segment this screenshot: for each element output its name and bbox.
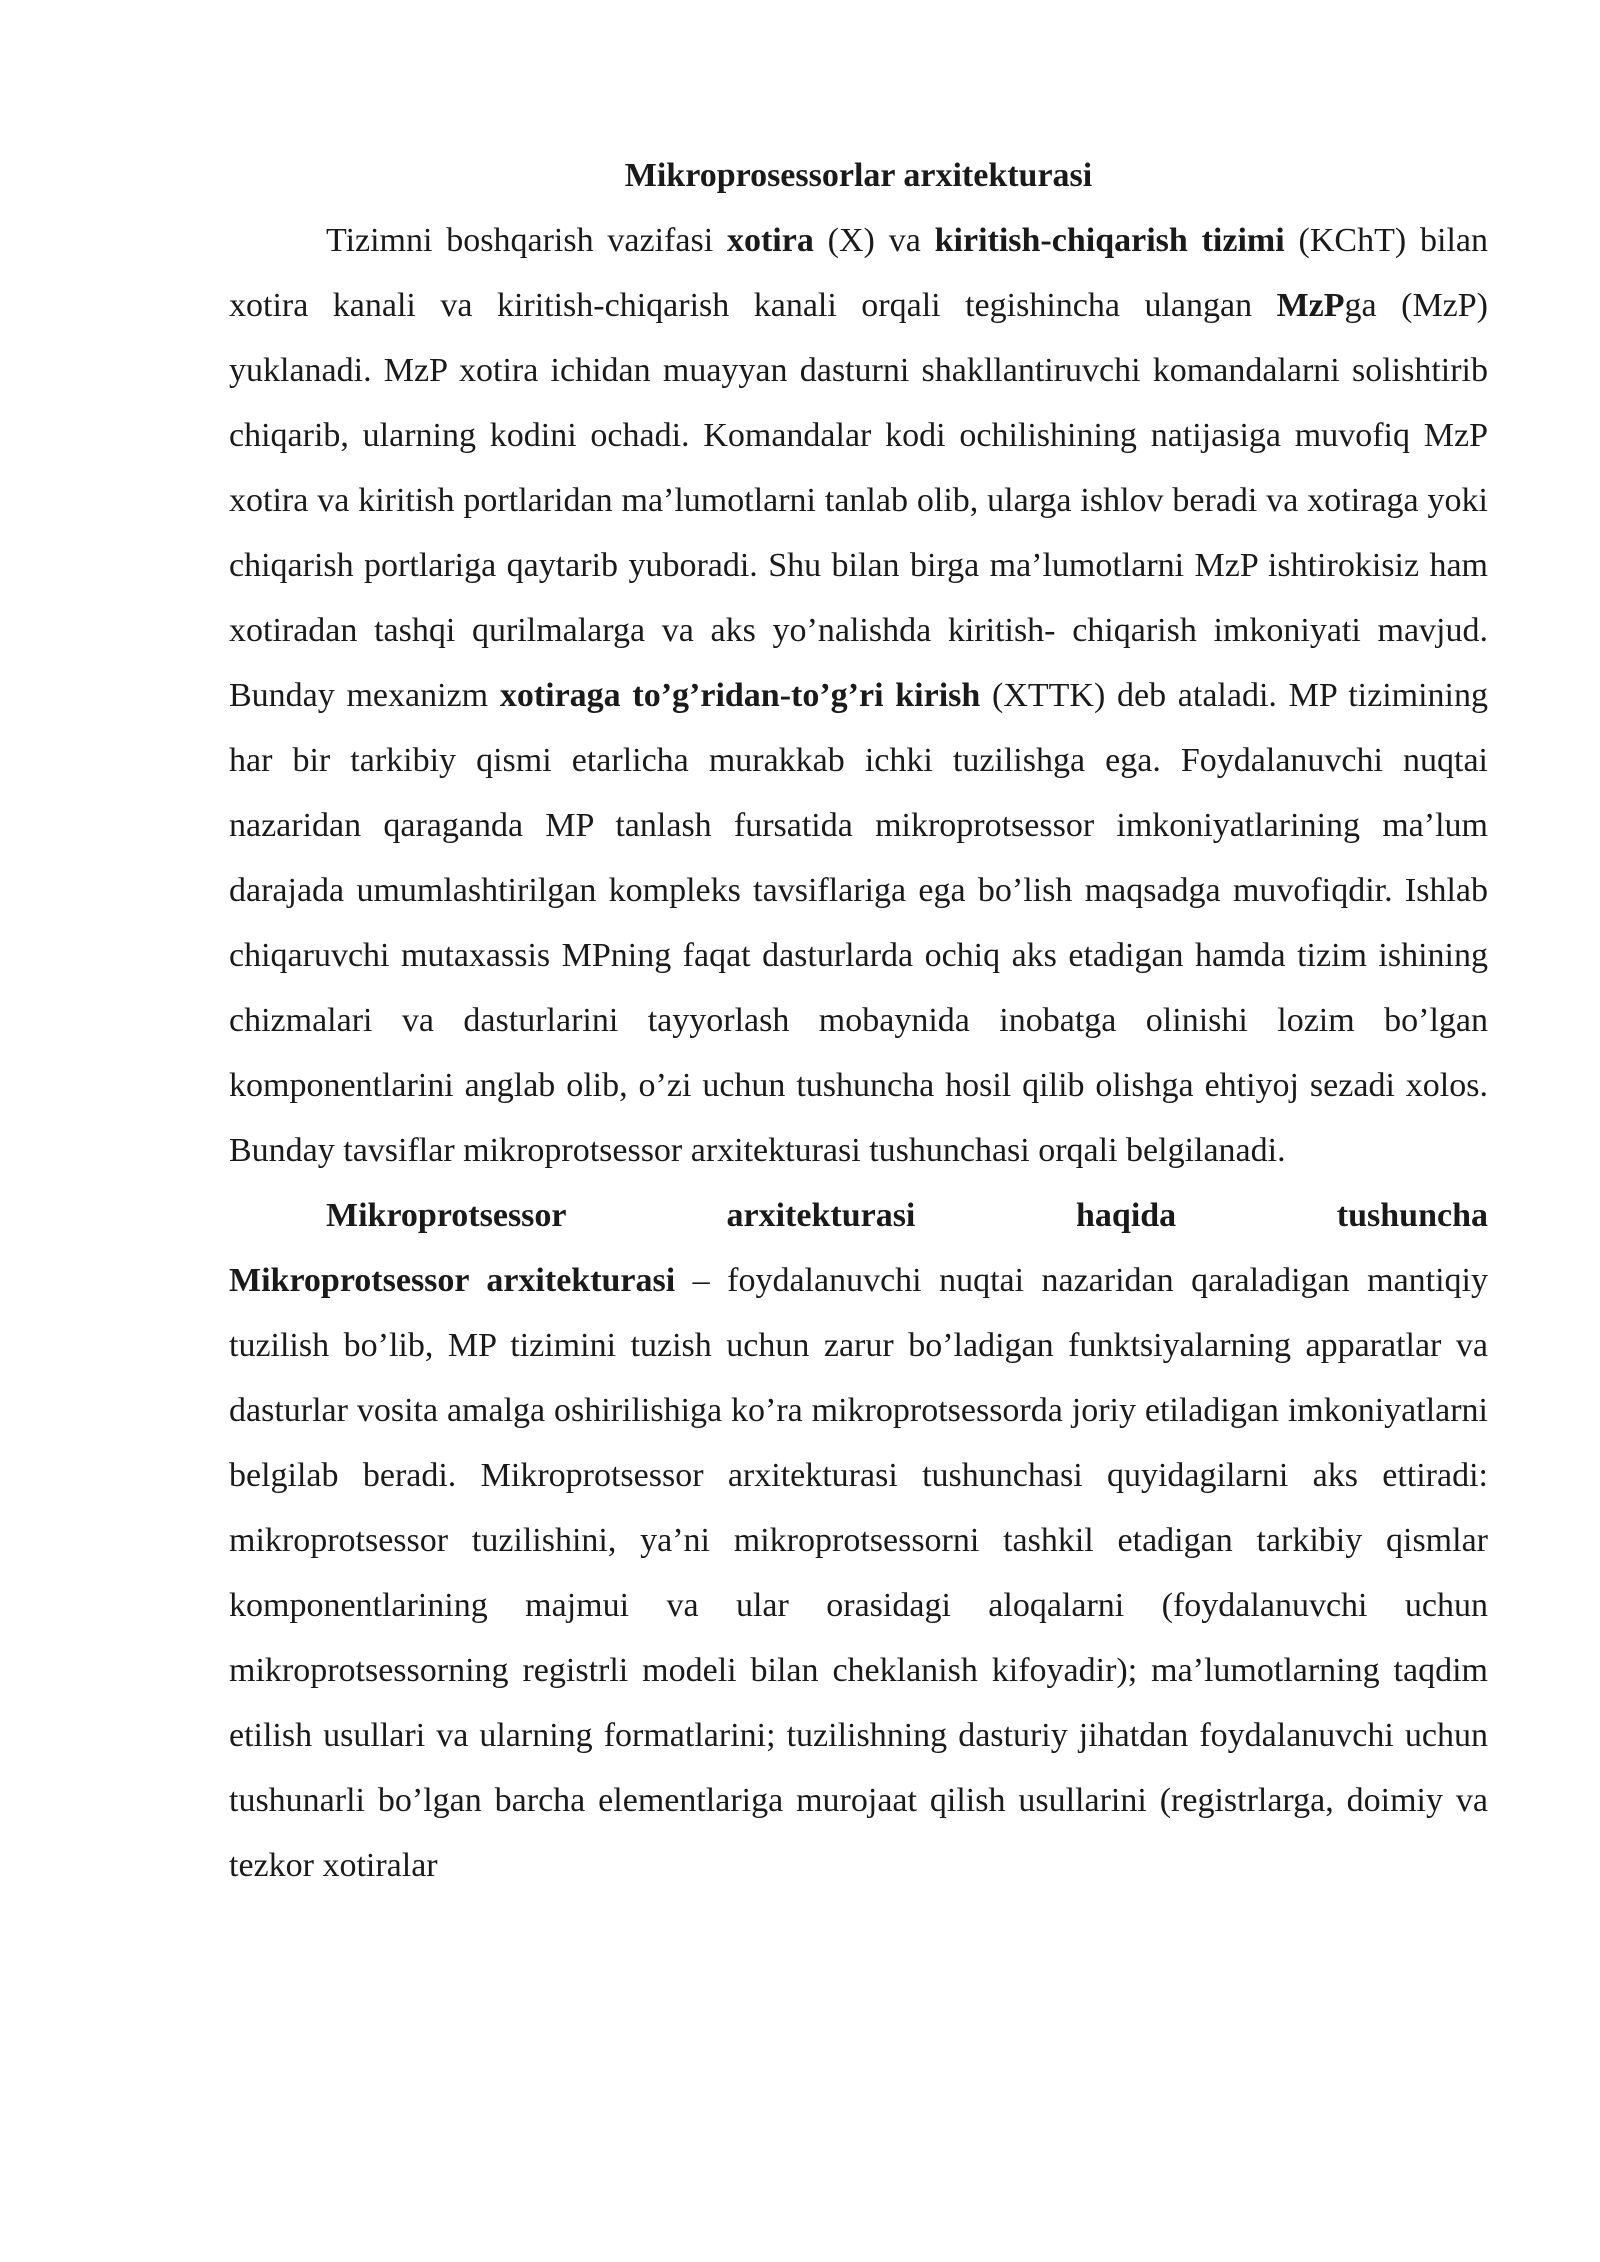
text-span: (XTTK) deb ataladi. MP tizimining har bir tarkibiy qismi etarlicha murakkab ichki tuzilishga ega. Foydalanuvchi nuqtai nazaridan qaraganda MP tanlash fursatida mikroprotsessor imkoniyatlarining ma’lum darajada umumlashtirilgan kompleks tavsiflariga ega bo’lish maqsadga muvofiqdir. Ishlab chiqaruvchi mutaxassis MPning faqat dasturlarda ochiq aks etadigan hamda tizim ishining chizmalari va dasturlarini tayyorlash mobaynida inobatga olinishi lozim bo’lgan komponentlarini anglab olib, o’zi uchun tushuncha hosil qilib olishga ehtiyoj sezadi xolos. Bunday tavsiflar mikroprotsessor arxitekturasi tushunchasi orqali belgilanadi.	[229, 677, 1488, 1169]
text-span: Tizimni boshqarish vazifasi	[326, 222, 727, 259]
term-mzp: MzP	[1276, 287, 1345, 324]
section-heading	[229, 1183, 1488, 1248]
term-xotira: xotira	[726, 222, 814, 259]
document-body	[229, 143, 1488, 1898]
text-span: (X) va	[813, 222, 935, 259]
term-xttk: xotiraga to’g’ridan-to’g’ri kirish	[499, 677, 981, 714]
text-span: (KChT) bilan xotira kanali va kiritish-chiqarish kanali orqali tegishincha ulangan	[229, 222, 1488, 324]
document-title: Mikroprosessorlar arxitekturasi	[624, 157, 1093, 194]
term-mp-arxitekturasi: Mikroprotsessor arxitekturasi	[229, 1262, 676, 1299]
text-span: – foydalanuvchi nuqtai nazaridan qaraladigan mantiqiy tuzilish bo’lib, MP tizimini tuzish uchun zarur bo’ladigan funktsiyalarning apparatlar va dasturlar vosita amalga oshirilishiga ko’ra mikroprotsessorda joriy etiladigan imkoniyatlarni belgilab beradi. Mikroprotsessor arxitekturasi tushunchasi quyidagilarni aks ettiradi: mikroprotsessor tuzilishini, ya’ni mikroprotsessorni tashkil etadigan tarkibiy qismlar komponentlarining majmui va ular orasidagi aloqalarni (foydalanuvchi uchun mikroprotsessorning registrli modeli bilan cheklanish kifoyadir); ma’lumotlarning taqdim etilish usullari va ularning formatlarini; tuzilishning dasturiy jihatdan foydalanuvchi uchun tushunarli bo’lgan barcha elementlariga murojaat qilish usullarini (registrlarga, doimiy va tezkor xotiralar	[229, 1262, 1488, 1884]
section-heading-text: Mikroprotsessor arxitekturasi haqida tushuncha	[326, 1197, 1488, 1234]
paragraph-definition	[229, 1248, 1488, 1898]
term-kiritish-chiqarish-tizimi: kiritish-chiqarish tizimi	[934, 222, 1285, 259]
paragraph-intro	[229, 208, 1488, 1183]
text-span: ga (MzP) yuklanadi. MzP xotira ichidan muayyan dasturni shakllantiruvchi komandalarni solishtirib chiqarib, ularning kodini ochadi. Komandalar kodi ochilishining natijasiga muvofiq MzP xotira va kiritish portlaridan ma’lumotlarni tanlab olib, ularga ishlov beradi va xotiraga yoki chiqarish portlariga qaytarib yuboradi. Shu bilan birga ma’lumotlarni MzP ishtirokisiz ham xotiradan tashqi qurilmalarga va aks yo’nalishda kiritish- chiqarish imkoniyati mavjud. Bunday mexanizm	[229, 287, 1488, 714]
